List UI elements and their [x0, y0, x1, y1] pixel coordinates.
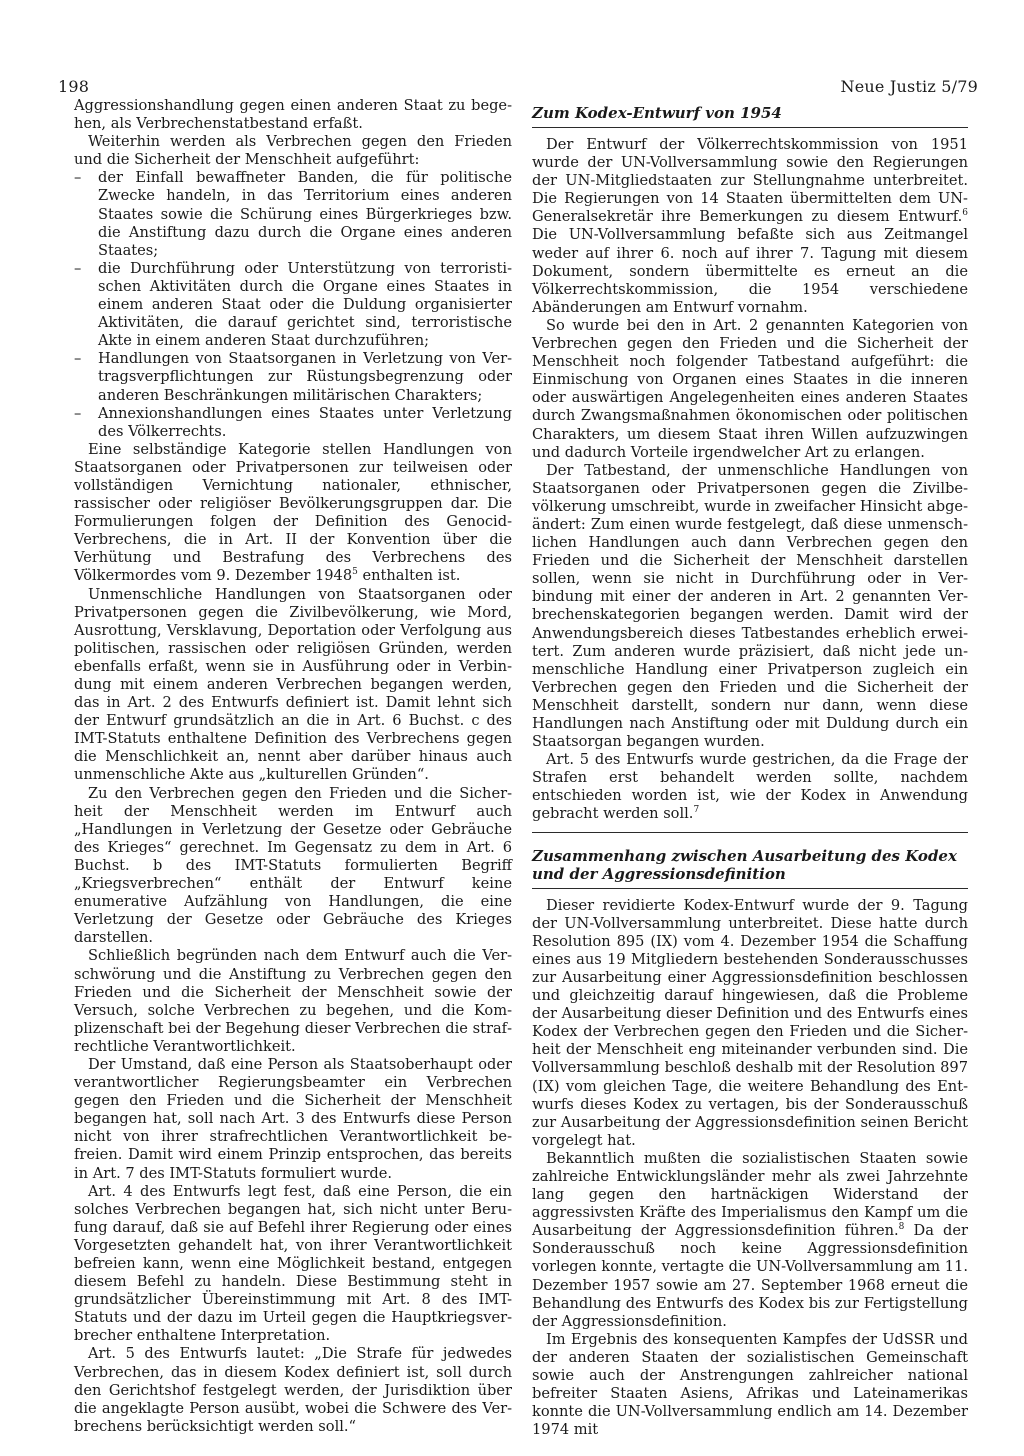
text-run: Die UN-Vollversammlung befaßte sich aus Zeitmangel weder auf ihrer 6. noch auf ihrer 7. Tagung mit diesem Dokument, sondern übermittelte es erneut an die Völkerrechtskommission, die 1954 verschiedene Abänderungen am Entwurf vornahm. [532, 226, 968, 316]
paragraph: Unmenschliche Handlungen von Staatsorganen oder Privatpersonen gegen die Zivilbevölkerung, wie Mord, Ausrottung, Versklavung, Deportation oder Verfolgung aus politischen, rassischen oder religiösen Gründen, werden ebenfalls erfaßt, wenn sie in Ausführung oder in Verbindung mit einem anderen Verbrechen begangen werden, das in Art. 2 des Entwurfs definiert ist. Damit lehnt sich der Entwurf grundsätzlich an die in Art. 6 Buchst. c des IMT-Statuts enthaltene Definition des Verbrechens gegen die Menschlichkeit an, nennt aber darüber hinaus auch unmenschliche Akte aus „kulturellen Gründen“. [74, 585, 512, 784]
paragraph: Der Umstand, daß eine Person als Staatsoberhaupt oder verantwortlicher Regierungsbeamter ein Verbrechen gegen den Frieden und die Sicherheit der Menschheit begangen hat, soll nach Art. 3 des Entwurfs diese Person nicht von ihrer strafrechtlichen Verantwortlichkeit befreien. Damit wird einem Prinzip entsprochen, das bereits in Art. 7 des IMT-Statuts formuliert wurde. [74, 1055, 512, 1182]
paragraph: Dieser revidierte Kodex-Entwurf wurde der 9. Tagung der UN-Vollversammlung unterbreitet. Diese hatte durch Resolution 895 (IX) vom 4. Dezember 1954 die Schaffung eines aus 19 Mitgliedern bestehenden Sonderausschusses zur Ausarbeitung einer Aggressionsdefinition beschlossen und gleichzeitig darauf hingewiesen, daß die Probleme der Ausarbeitung dieser Definition und des Entwurfs eines Kodex der Verbrechen gegen den Frieden und die Sicherheit der Menschheit eng miteinander verbunden sind. Die Vollversammlung beschloß deshalb mit der Resolution 897 (IX) vom gleichen Tage, die weitere Behandlung des Entwurfs dieses Kodex zu vertagen, bis der Sonderausschuß zur Ausarbeitung der Aggressionsdefinition seinen Bericht vorgelegt hat. [532, 896, 968, 1149]
section-heading: Zum Kodex-Entwurf von 1954 [532, 104, 782, 122]
paragraph: Der Tatbestand, der unmenschliche Handlungen von Staatsorganen oder Privatpersonen gegen die Zivilbevölkerung umschreibt, wurde in zweifacher Hinsicht abgeändert: Zum einen wurde festgelegt, daß diese unmenschlichen Handlungen auch dann Verbrechen gegen den Frieden und die Sicherheit der Menschheit darstellen sollen, wenn sie nicht in Durchführung oder in Verbindung mit einer der anderen in Art. 2 genannten Verbrechenskategorien begangen werden. Damit wird der Anwendungsbereich dieses Tatbestandes erheblich erweitert. Zum anderen wurde präzisiert, daß nicht jede unmenschliche Handlung einer Privatperson zugleich ein Verbrechen gegen den Frieden und die Sicherheit der Menschheit darstellt, sondern nur dann, wenn diese Handlungen nach Anstiftung oder mit Duldung durch ein Staatsorgan begangen wurden. [532, 461, 968, 751]
list-item: – der Einfall bewaffneter Banden, die für politische Zwecke handeln, in das Territorium eines anderen Staates sowie die Schürung eines Bürgerkrieges bzw. die Anstiftung dazu durch die Organe eines anderen Staates; [74, 169, 512, 259]
paragraph [532, 751, 968, 823]
paragraph [532, 136, 968, 317]
text-run: Art. 5 des Entwurfs wurde gestrichen, da die Frage der Strafen erst behandelt werden sollte, nachdem entschieden worden ist, wie der Kodex in Anwendung gebracht werden soll. [532, 751, 968, 823]
heading-rule [532, 888, 968, 889]
dash-list [74, 169, 512, 440]
list-item: – Handlungen von Staatsorganen in Verletzung von Vertragsverpflichtungen zur Rüstungsbegrenzung oder anderen Beschränkungen militärischen Charakters; [74, 350, 512, 404]
paragraph: Aggressionshandlung gegen einen anderen Staat zu begehen, als Verbrechenstatbestand erfaßt. [74, 97, 512, 133]
section-divider [532, 832, 968, 833]
text-run: enthalten ist. [357, 567, 461, 585]
paragraph: Weiterhin werden als Verbrechen gegen den Frieden und die Sicherheit der Menschheit aufgeführt: [74, 133, 512, 169]
heading-rule [532, 127, 968, 128]
list-item: – Annexionshandlungen eines Staates unter Verletzung des Völkerrechts. [74, 405, 512, 441]
left-column [74, 97, 512, 1436]
paragraph: Zu den Verbrechen gegen den Frieden und die Sicherheit der Menschheit werden im Entwurf auch „Handlungen in Verletzung der Gesetze oder Gebräuche des Krieges“ gerechnet. Im Gegensatz zu dem in Art. 6 Buchst. b des IMT-Statuts formulierten Begriff „Kriegsverbrechen“ enthält der Entwurf keine enumerative Aufzählung von Handlungen, die eine Verletzung der Gesetze oder Gebräuche des Krieges darstellen. [74, 784, 512, 947]
footnote-ref: 7 [693, 805, 700, 816]
text-run: Da der Sonderausschuß noch keine Aggressionsdefinition vorlegen konnte, vertagte die UN-Vollversammlung am 11. Dezember 1957 sowie am 27. September 1968 erneut die Behandlung des Entwurfs des Kodex bis zur Fertigstellung der Aggressionsdefinition. [532, 1222, 968, 1330]
paragraph: Schließlich begründen nach dem Entwurf auch die Verschwörung und die Anstiftung zu Verbrechen gegen den Frieden und die Sicherheit der Menschheit sowie der Versuch, solche Verbrechen zu begehen, und die Komplizenschaft bei der Begehung dieser Verbrechen die strafrechtliche Verantwortlichkeit. [74, 947, 512, 1055]
page-header [58, 70, 978, 96]
text-run: Eine selbständige Kategorie stellen Handlungen von Staatsorganen oder Privatpersonen zur teilweisen oder vollständigen Vernichtung nationaler, ethnischer, rassischer oder religiöser Bevölkerungsgruppen dar. Die Formulierungen folgen der Definition des Genocid-Verbrechens, die in Art. II der Konvention über die Verhütung und Bestrafung des Verbrechens des Völkermordes vom 9. Dezember 1948 [74, 440, 512, 585]
text-run: Bekanntlich mußten die sozialistischen Staaten sowie zahlreiche Entwicklungsländer mehr als zwei Jahrzehnte lang gegen den hartnäckigen Widerstand der aggressivsten Kräfte des Imperialismus den Kampf um die Ausarbeitung der Aggressionsdefinition führen. [532, 1149, 968, 1240]
text-run: Der Entwurf der Völkerrechtskommission von 1951 wurde der UN-Vollversammlung sowie den Regierungen der UN-Mitgliedstaaten zur Stellungnahme unterbreitet. Die Regierungen von 14 Staaten übermittelten dem UN-Generalsekretär ihre Bemerkungen zu diesem Entwurf. [532, 136, 968, 226]
paragraph: So wurde bei den in Art. 2 genannten Kategorien von Verbrechen gegen den Frieden und die Sicherheit der Menschheit noch folgender Tatbestand aufgeführt: die Einmischung von Organen eines Staates in die inneren oder auswärtigen Angelegenheiten eines anderen Staates durch Zwangsmaßnahmen ökonomischen oder politischen Charakters, um diesem Staat ihren Willen aufzuzwingen und dadurch Vorteile irgendwelcher Art zu erlangen. [532, 316, 968, 461]
paragraph: Art. 5 des Entwurfs lautet: „Die Strafe für jedwedes Verbrechen, das in diesem Kodex definiert ist, soll durch den Gerichtshof festgelegt werden, der Jurisdiktion über die angeklagte Person ausübt, wobei die Schwere des Verbrechens berücksichtigt werden soll.“ [74, 1345, 512, 1435]
footnote-ref: 5 [352, 567, 358, 578]
paragraph [74, 441, 512, 586]
footnote-ref: 6 [962, 208, 968, 219]
footnote-ref: 8 [898, 1222, 905, 1233]
journal-issue: Neue Justiz 5/79 [840, 77, 978, 96]
page-number: 198 [58, 77, 90, 96]
paragraph: Art. 4 des Entwurfs legt fest, daß eine Person, die ein solches Verbrechen begangen hat, sich nicht unter Berufung darauf, daß sie auf Befehl ihrer Regierung oder eines Vorgesetzten gehandelt hat, von ihrer Verantwortlichkeit befreien kann, wenn eine Möglichkeit bestand, entgegen diesem Befehl zu handeln. Diese Bestimmung steht in grundsätzlicher Übereinstimmung mit Art. 8 des IMT-Statuts und der dazu im Urteil gegen die Hauptkriegsverbrecher enthaltene Interpretation. [74, 1182, 512, 1345]
section-heading: Zusammenhang zwischen Ausarbeitung des Kodex und der Aggressionsdefinition [532, 846, 957, 883]
right-column [532, 97, 968, 1439]
paragraph [532, 1150, 968, 1331]
paragraph: Im Ergebnis des konsequenten Kampfes der UdSSR und der anderen Staaten der sozialistischen Gemeinschaft sowie auch der Anstrengungen zahlreicher national befreiter Staaten Asiens, Afrikas und Lateinamerikas konnte die UN-Vollversammlung endlich am 14. Dezember 1974 mit [532, 1330, 968, 1439]
list-item: – die Durchführung oder Unterstützung von terroristischen Aktivitäten durch die Organe eines Staates in einem anderen Staat oder die Duldung organisierter Aktivitäten, die darauf gerichtet sind, terroristische Akte in einem anderen Staat durchzuführen; [74, 260, 512, 350]
